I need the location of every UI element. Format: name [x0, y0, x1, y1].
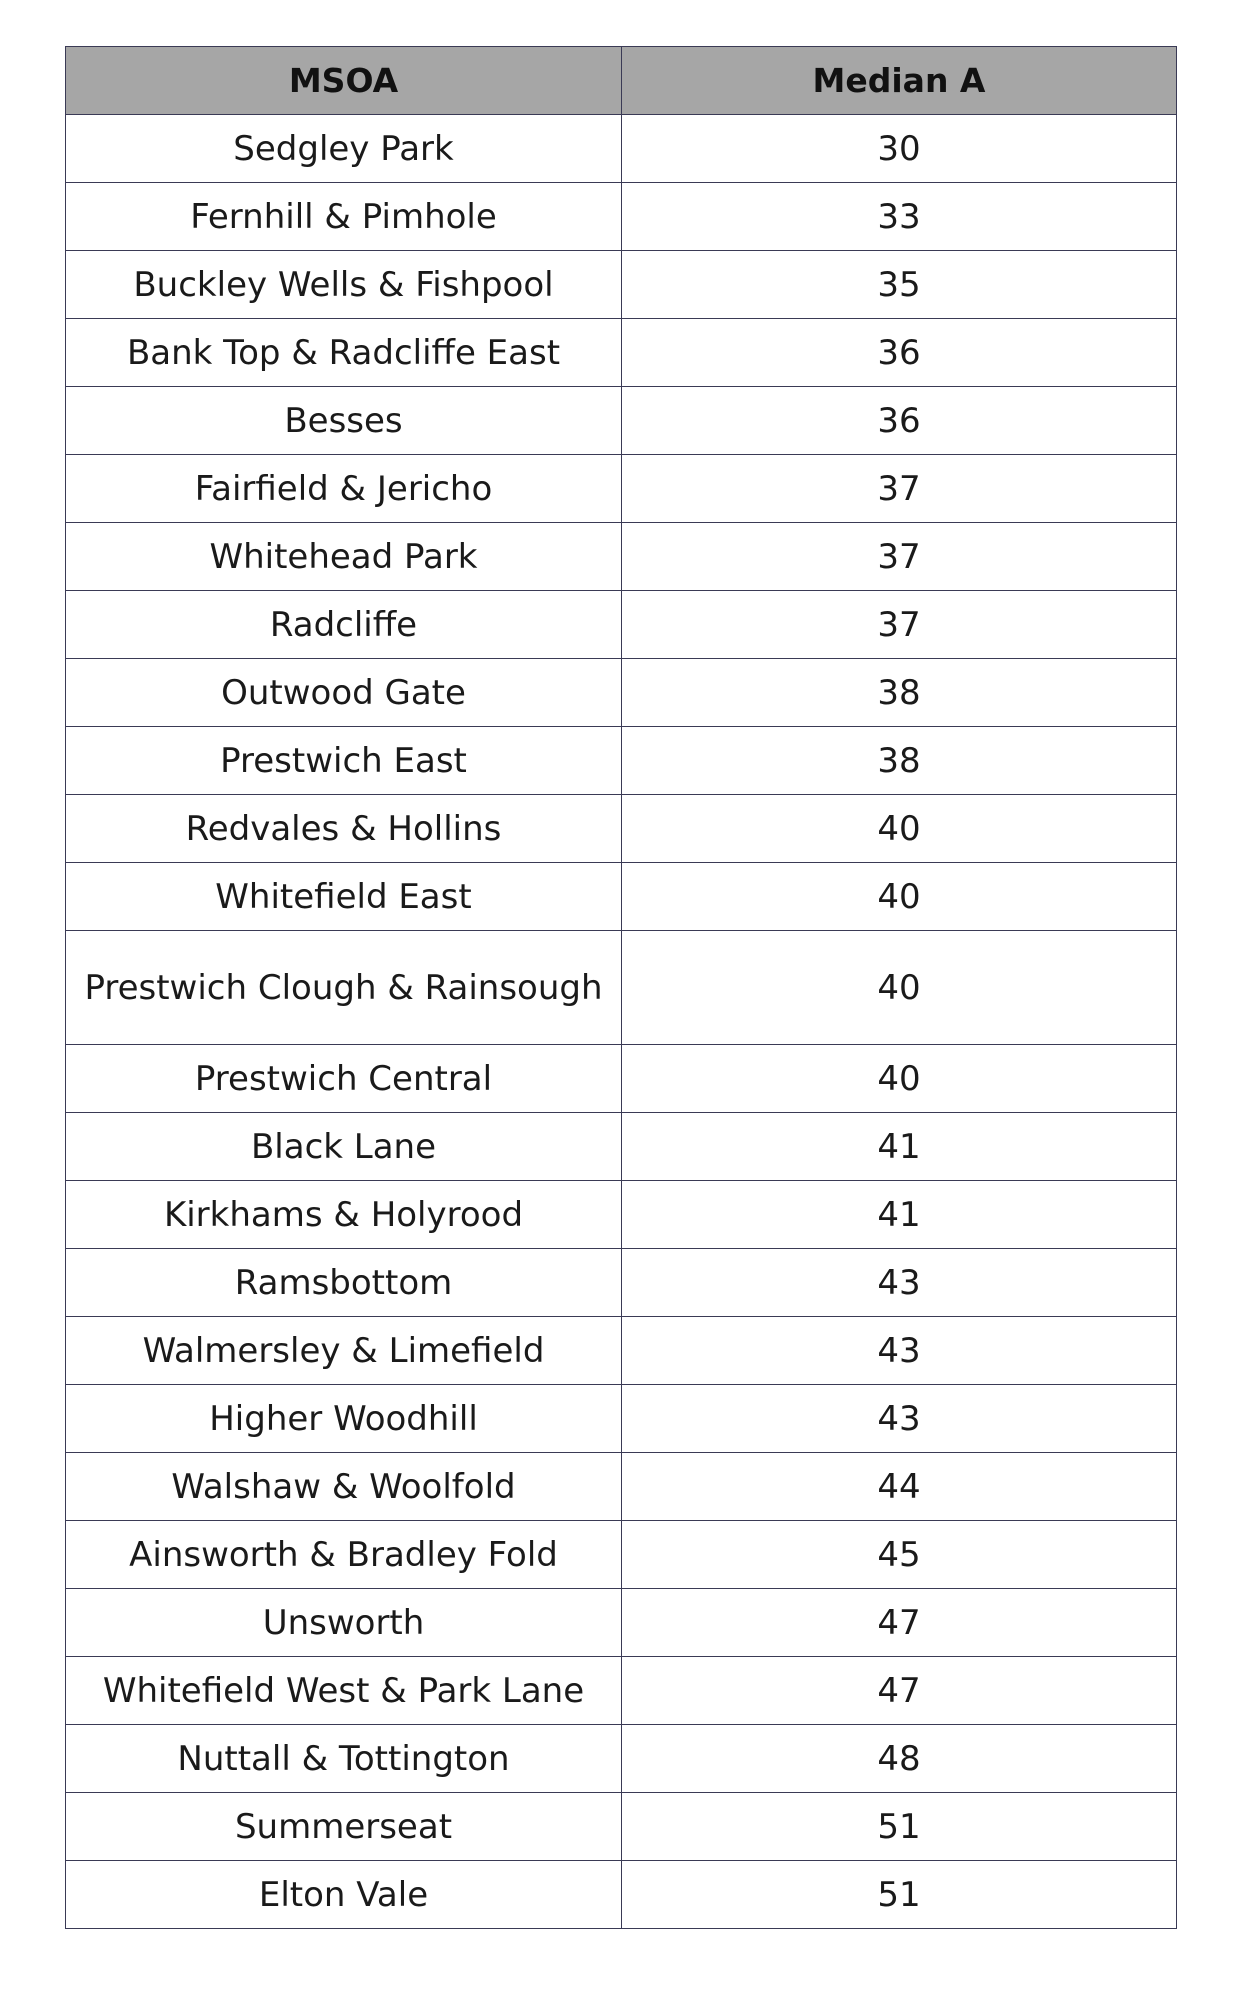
table-row [66, 1317, 1177, 1385]
median-cell: 37 [622, 455, 1177, 523]
table-row [66, 1657, 1177, 1725]
header-msoa: MSOA [66, 47, 622, 115]
median-cell: 40 [622, 863, 1177, 931]
msoa-cell: Higher Woodhill [66, 1385, 622, 1453]
msoa-cell: Fernhill & Pimhole [66, 183, 622, 251]
median-cell: 48 [622, 1725, 1177, 1793]
table-row [66, 1249, 1177, 1317]
msoa-cell: Radcliffe [66, 591, 622, 659]
msoa-cell: Whitefield West & Park Lane [66, 1657, 622, 1725]
msoa-cell: Bank Top & Radcliffe East [66, 319, 622, 387]
median-cell: 33 [622, 183, 1177, 251]
table-row [66, 115, 1177, 183]
table-row [66, 931, 1177, 1045]
median-cell: 37 [622, 591, 1177, 659]
median-cell: 47 [622, 1657, 1177, 1725]
msoa-cell: Prestwich Central [66, 1045, 622, 1113]
table-row [66, 863, 1177, 931]
table-row [66, 319, 1177, 387]
table-row [66, 183, 1177, 251]
msoa-cell: Prestwich East [66, 727, 622, 795]
msoa-cell: Elton Vale [66, 1861, 622, 1929]
table-row [66, 1793, 1177, 1861]
msoa-cell: Sedgley Park [66, 115, 622, 183]
median-cell: 47 [622, 1589, 1177, 1657]
median-cell: 41 [622, 1181, 1177, 1249]
msoa-cell: Prestwich Clough & Rainsough [66, 931, 622, 1045]
median-cell: 43 [622, 1249, 1177, 1317]
msoa-cell: Walshaw & Woolfold [66, 1453, 622, 1521]
msoa-cell: Besses [66, 387, 622, 455]
msoa-cell: Black Lane [66, 1113, 622, 1181]
header-row [66, 47, 1177, 115]
median-cell: 36 [622, 387, 1177, 455]
table-row [66, 1113, 1177, 1181]
median-cell: 36 [622, 319, 1177, 387]
table-row [66, 455, 1177, 523]
msoa-cell: Summerseat [66, 1793, 622, 1861]
median-cell: 51 [622, 1861, 1177, 1929]
median-cell: 41 [622, 1113, 1177, 1181]
table-row [66, 523, 1177, 591]
msoa-cell: Kirkhams & Holyrood [66, 1181, 622, 1249]
median-cell: 44 [622, 1453, 1177, 1521]
median-cell: 45 [622, 1521, 1177, 1589]
msoa-cell: Unsworth [66, 1589, 622, 1657]
median-cell: 40 [622, 1045, 1177, 1113]
msoa-cell: Ramsbottom [66, 1249, 622, 1317]
table-row [66, 1181, 1177, 1249]
table-row [66, 1453, 1177, 1521]
median-cell: 51 [622, 1793, 1177, 1861]
msoa-median-table [65, 46, 1177, 1929]
table-row [66, 727, 1177, 795]
table-row [66, 1521, 1177, 1589]
table-row [66, 1045, 1177, 1113]
table-row [66, 1725, 1177, 1793]
table-row [66, 1589, 1177, 1657]
median-cell: 38 [622, 727, 1177, 795]
median-cell: 43 [622, 1317, 1177, 1385]
table-row [66, 1385, 1177, 1453]
msoa-cell: Fairfield & Jericho [66, 455, 622, 523]
median-cell: 37 [622, 523, 1177, 591]
median-cell: 40 [622, 795, 1177, 863]
table-row [66, 1861, 1177, 1929]
table-row [66, 795, 1177, 863]
msoa-cell: Whitehead Park [66, 523, 622, 591]
msoa-cell: Nuttall & Tottington [66, 1725, 622, 1793]
header-median-a: Median A [622, 47, 1177, 115]
msoa-cell: Walmersley & Limefield [66, 1317, 622, 1385]
median-cell: 43 [622, 1385, 1177, 1453]
msoa-cell: Whitefield East [66, 863, 622, 931]
msoa-cell: Outwood Gate [66, 659, 622, 727]
msoa-cell: Redvales & Hollins [66, 795, 622, 863]
median-cell: 38 [622, 659, 1177, 727]
median-cell: 30 [622, 115, 1177, 183]
median-cell: 35 [622, 251, 1177, 319]
table-row [66, 659, 1177, 727]
table-row [66, 387, 1177, 455]
msoa-cell: Buckley Wells & Fishpool [66, 251, 622, 319]
table-row [66, 591, 1177, 659]
table-row [66, 251, 1177, 319]
median-cell: 40 [622, 931, 1177, 1045]
msoa-cell: Ainsworth & Bradley Fold [66, 1521, 622, 1589]
